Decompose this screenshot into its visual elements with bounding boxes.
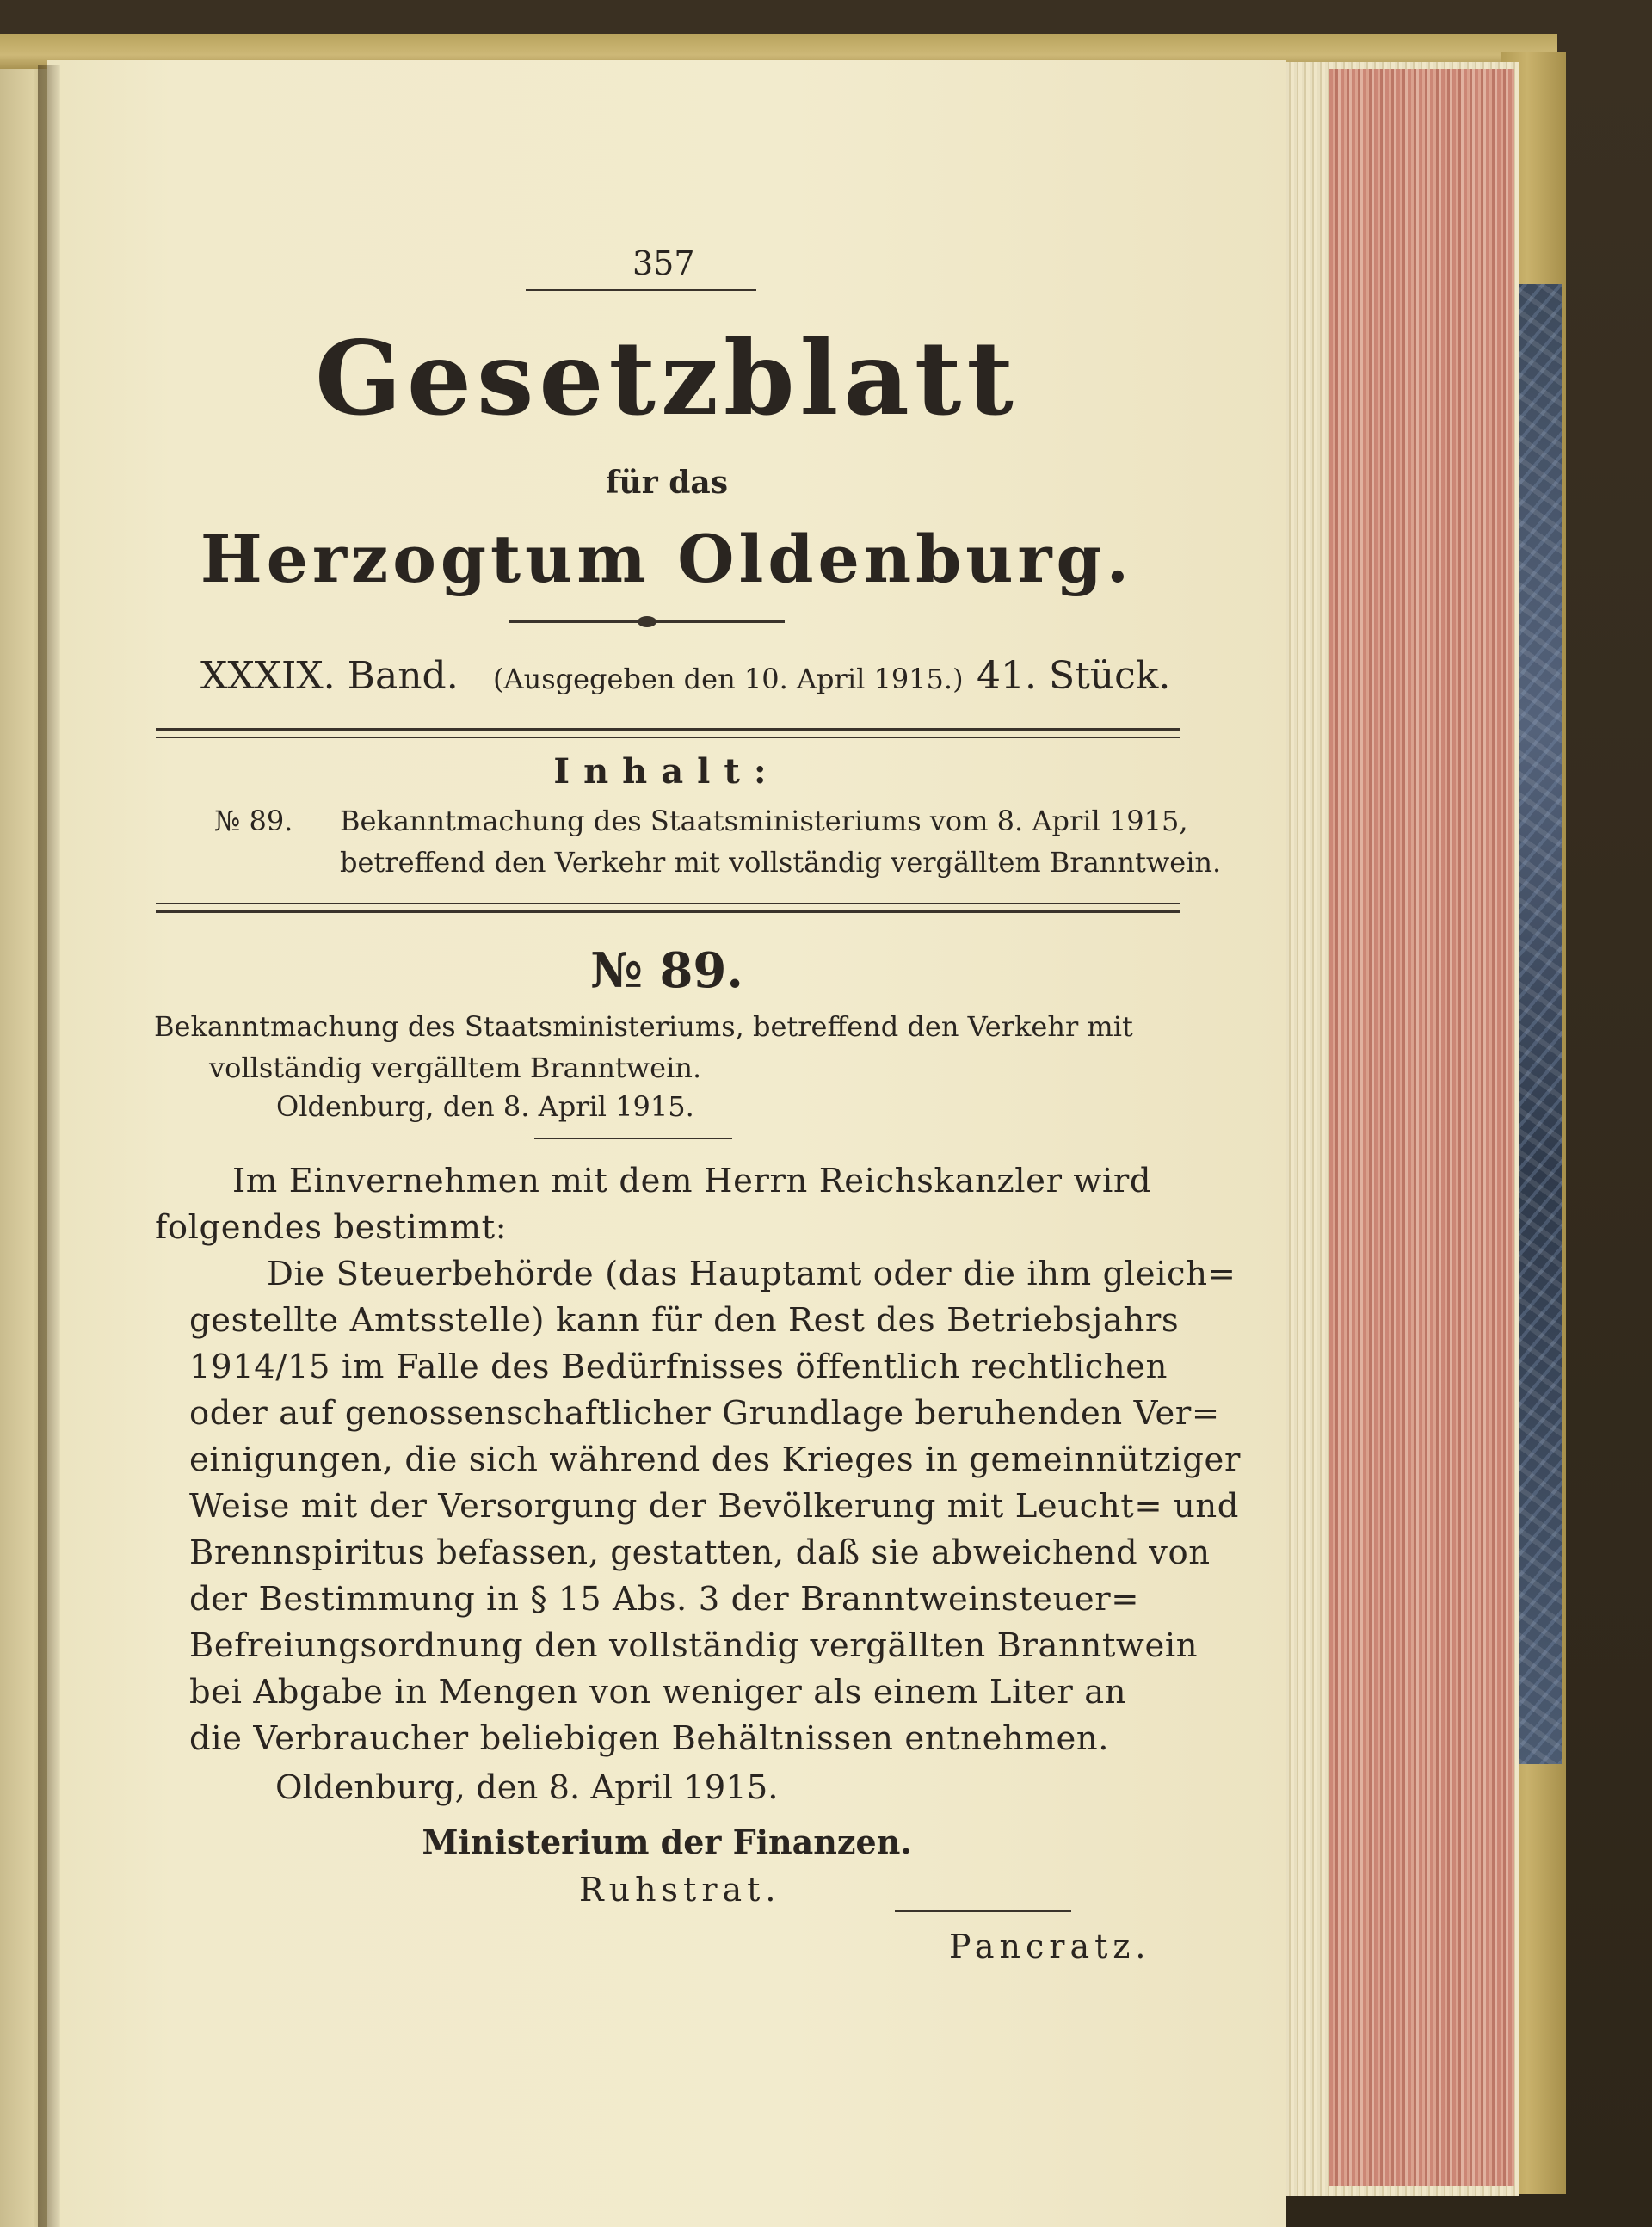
header-double-rule-bottom bbox=[156, 737, 1180, 738]
header-double-rule-top bbox=[156, 728, 1180, 731]
signatory-2: Pancratz. bbox=[949, 1928, 1151, 1965]
gazette-title-connector: für das bbox=[606, 465, 728, 501]
body-line-2: folgendes bestimmt: bbox=[155, 1208, 508, 1247]
body-line-10: der Bestimmung in § 15 Abs. 3 der Branntweinsteuer= bbox=[189, 1580, 1140, 1619]
body-line-3: Die Steuerbehörde (das Hauptamt oder die ihm gleich= bbox=[267, 1255, 1236, 1293]
notice-number: № 89. bbox=[590, 942, 743, 999]
body-line-8: Weise mit der Versorgung der Bevölkerung mit Leucht= und bbox=[189, 1487, 1240, 1526]
issue-number: 41. Stück. bbox=[977, 654, 1171, 698]
ornament-diamond bbox=[638, 616, 656, 627]
body-line-5: 1914/15 im Falle des Bedürfnisses öffentlich rechtlichen bbox=[189, 1348, 1168, 1386]
closing-place-date: Oldenburg, den 8. April 1915. bbox=[275, 1768, 779, 1807]
body-line-1: Im Einvernehmen mit dem Herrn Reichskanzler wird bbox=[232, 1162, 1152, 1200]
printed-page bbox=[47, 60, 1286, 2227]
page-number: 357 bbox=[632, 244, 695, 282]
volume-label: XXXIX. Band. bbox=[200, 654, 459, 698]
page-number-rule bbox=[526, 289, 756, 291]
notice-title-line-1: Bekanntmachung des Staatsministeriums, betreffend den Verkehr mit bbox=[154, 1010, 1133, 1043]
contents-heading: Inhalt: bbox=[553, 751, 780, 792]
contents-entry-line-1: Bekanntmachung des Staatsministeriums vom 8. April 1915, bbox=[340, 805, 1188, 837]
contents-double-rule-bottom bbox=[156, 910, 1180, 913]
gazette-title: Gesetzblatt bbox=[315, 318, 1019, 438]
notice-place-date: Oldenburg, den 8. April 1915. bbox=[276, 1090, 694, 1123]
notice-rule bbox=[534, 1138, 732, 1139]
signature-rule bbox=[895, 1910, 1071, 1912]
body-line-12: bei Abgabe in Mengen von weniger als einem Liter an bbox=[189, 1673, 1127, 1712]
body-line-4: gestellte Amtsstelle) kann für den Rest des Betriebsjahrs bbox=[189, 1301, 1180, 1340]
body-line-9: Brennspiritus befassen, gestatten, daß sie abweichend von bbox=[189, 1533, 1211, 1572]
ministry-name: Ministerium der Finanzen. bbox=[422, 1823, 912, 1861]
contents-entry-number: № 89. bbox=[214, 805, 293, 837]
signatory-1: Ruhstrat. bbox=[579, 1871, 781, 1909]
gutter-shadow bbox=[38, 65, 60, 2227]
body-line-11: Befreiungsordnung den vollständig vergällten Branntwein bbox=[189, 1626, 1199, 1665]
body-line-13: die Verbraucher beliebigen Behältnissen entnehmen. bbox=[189, 1719, 1110, 1758]
issue-date: (Ausgegeben den 10. April 1915.) bbox=[493, 663, 964, 695]
contents-double-rule-top bbox=[156, 903, 1180, 904]
ornament-rule-left bbox=[509, 620, 638, 623]
gazette-subtitle: Herzogtum Oldenburg. bbox=[200, 521, 1134, 597]
notice-title-line-2: vollständig vergälltem Branntwein. bbox=[209, 1052, 702, 1084]
contents-entry-line-2: betreffend den Verkehr mit vollständig vergälltem Branntwein. bbox=[340, 846, 1222, 879]
body-line-7: einigungen, die sich während des Krieges in gemeinnütziger bbox=[189, 1440, 1241, 1479]
body-line-6: oder auf genossenschaftlicher Grundlage beruhenden Ver= bbox=[189, 1394, 1220, 1433]
ornament-rule-right bbox=[656, 620, 785, 623]
